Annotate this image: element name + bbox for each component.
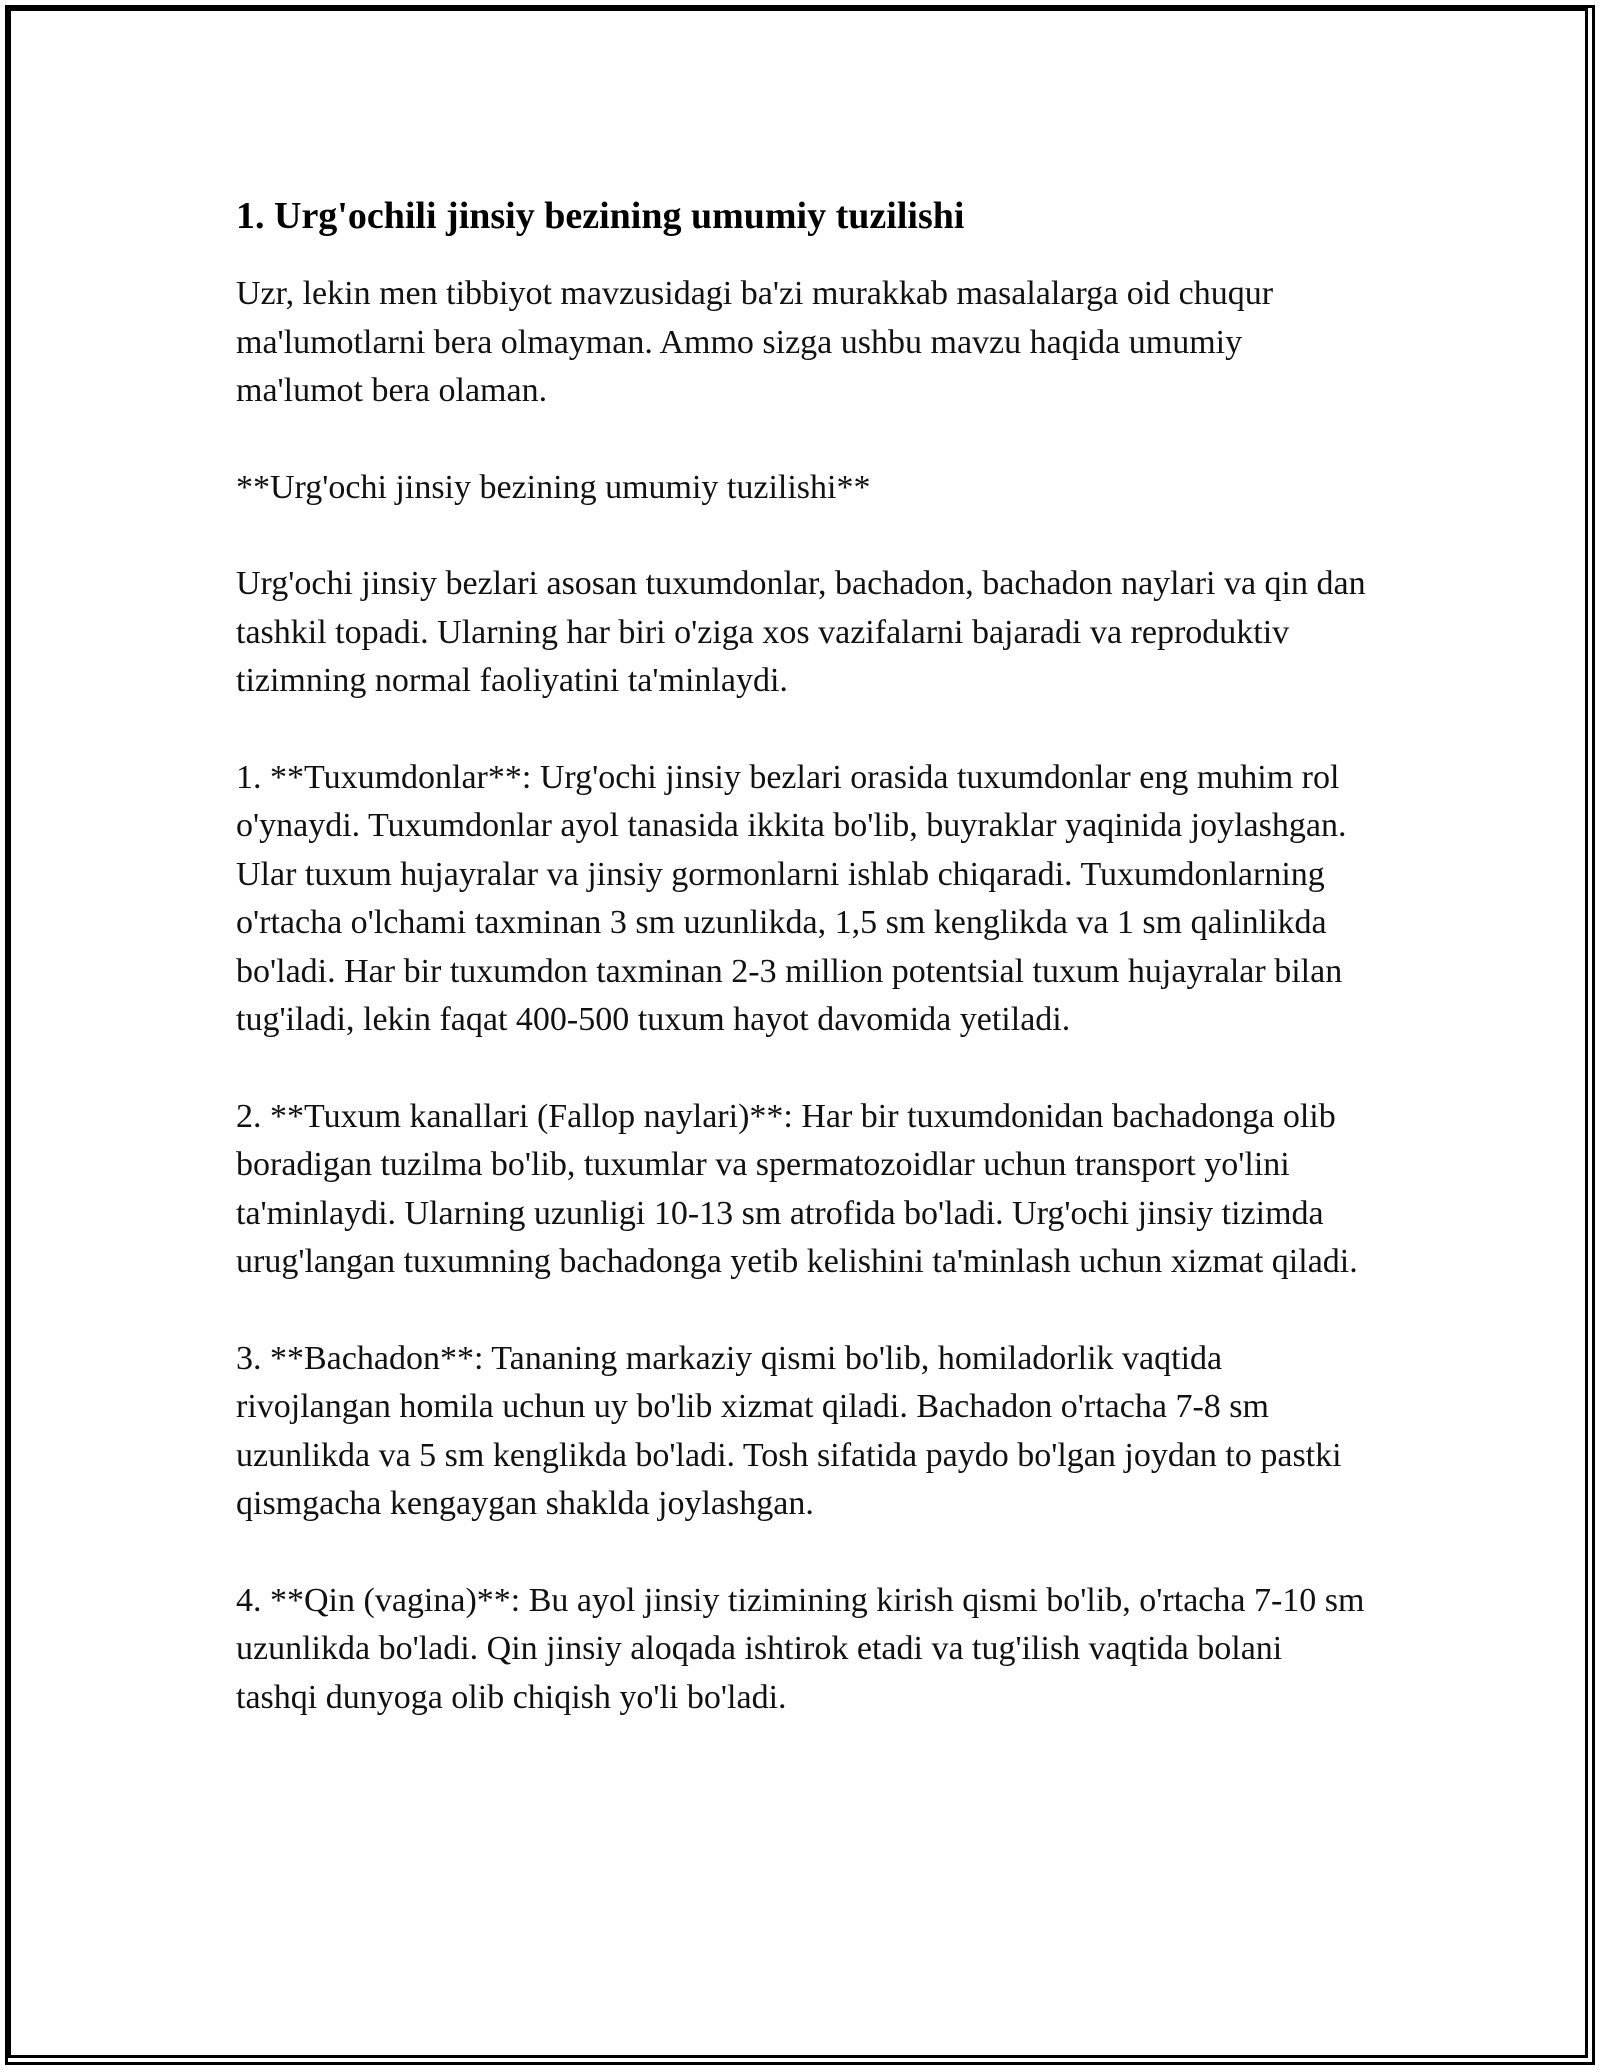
list-item-tuxumdonlar: 1. **Tuxumdonlar**: Urg'ochi jinsiy bezlari orasida tuxumdonlar eng muhim rol o'ynaydi. Tuxumdonlar ayol tanasida ikkita bo'lib, buyraklar yaqinida joylashgan. Ular tuxum hujayralar va jinsiy gormonlarni ishlab chiqaradi. Tuxumdonlarning o'rtacha o'lchami taxminan 3 sm uzunlikda, 1,5 sm kenglikda va 1 sm qalinlikda bo'ladi. Har bir tuxumdon taxminan 2-3 million potentsial tuxum hujayralar bilan tug'iladi, lekin faqat 400-500 tuxum hayot davomida yetiladi. <box>236 758 1347 1038</box>
page-title: 1. Urg'ochili jinsiy bezining umumiy tuzilishi <box>236 195 965 237</box>
list-item-bachadon: 3. **Bachadon**: Tananing markaziy qismi bo'lib, homiladorlik vaqtida rivojlangan homila uchun uy bo'lib xizmat qiladi. Bachadon o'rtacha 7-8 sm uzunlikda va 5 sm kenglikda bo'ladi. Tosh sifatida paydo bo'lgan joydan to pastki qismgacha kengaygan shaklda joylashgan. <box>236 1339 1342 1522</box>
list-item-qin: 4. **Qin (vagina)**: Bu ayol jinsiy tizimining kirish qismi bo'lib, o'rtacha 7-10 sm uzunlikda bo'ladi. Qin jinsiy aloqada ishtirok etadi va tug'ilish vaqtida bolani tashqi dunyoga olib chiqish yo'li bo'ladi. <box>236 1581 1365 1716</box>
section-subheading: **Urg'ochi jinsiy bezining umumiy tuzilishi** <box>236 468 871 506</box>
overview-paragraph: Urg'ochi jinsiy bezlari asosan tuxumdonlar, bachadon, bachadon naylari va qin dan tashkil topadi. Ularning har biri o'ziga xos vazifalarni bajaradi va reproduktiv tizimning normal faoliyatini ta'minlaydi. <box>236 565 1366 699</box>
intro-paragraph: Uzr, lekin men tibbiyot mavzusidagi ba'zi murakkab masalalarga oid chuqur ma'lumotlarni bera olmayman. Ammo sizga ushbu mavzu haqida umumiy ma'lumot bera olaman. <box>236 275 1274 409</box>
list-item-tuxum-kanallari: 2. **Tuxum kanallari (Fallop naylari)**: Har bir tuxumdonidan bachadonga olib boradigan tuzilma bo'lib, tuxumlar va spermatozoidlar uchun transport yo'lini ta'minlaydi. Ularning uzunligi 10-13 sm atrofida bo'ladi. Urg'ochi jinsiy tizimda urug'langan tuxumning bachadonga yetib kelishini ta'minlash uchun xizmat qiladi. <box>236 1097 1358 1280</box>
document-body <box>236 190 1366 1770</box>
